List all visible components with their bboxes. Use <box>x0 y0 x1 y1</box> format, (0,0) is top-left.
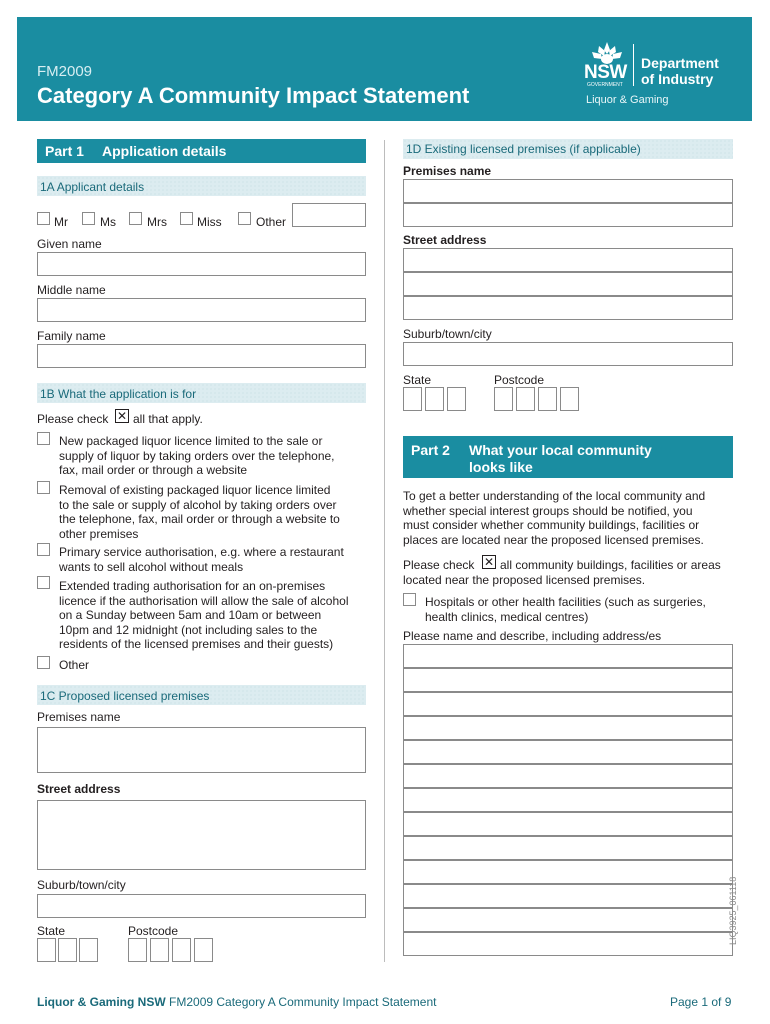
government-logo-text: GOVERNMENT <box>587 82 623 88</box>
option-new-packaged-label: New packaged liquor licence limited to the sale or supply of liquor by taking orders over the telephone, fax, mail order or through a website <box>59 434 335 478</box>
state-label-1c: State <box>37 924 66 938</box>
premises-name-input-1d-line2[interactable] <box>403 203 733 227</box>
state-box-1c[interactable] <box>58 938 77 962</box>
premises-name-input-1c[interactable] <box>37 727 366 773</box>
premises-name-label-1c: Premises name <box>37 710 121 724</box>
describe-input-line[interactable] <box>403 692 733 716</box>
state-box-1d[interactable] <box>447 387 466 411</box>
state-box-1d[interactable] <box>403 387 422 411</box>
option-new-packaged-checkbox[interactable] <box>37 432 50 445</box>
check-instruction-1b: Please check <box>37 412 109 426</box>
ms-checkbox[interactable] <box>82 212 95 225</box>
suburb-input-1d[interactable] <box>403 342 733 366</box>
check-instruction-part2: Please check <box>403 558 475 572</box>
division-name: Liquor & Gaming <box>586 94 669 106</box>
describe-input-line[interactable] <box>403 644 733 668</box>
street-address-input-1d[interactable] <box>403 248 733 272</box>
state-box-1c[interactable] <box>37 938 56 962</box>
middle-name-label: Middle name <box>37 283 106 297</box>
postcode-box-1c[interactable] <box>128 938 147 962</box>
describe-input-line[interactable] <box>403 764 733 788</box>
page-title: Category A Community Impact Statement <box>37 83 470 108</box>
part1-header: Part 1 Application details <box>37 139 366 163</box>
section-1d-header: 1D Existing licensed premises (if applicable) <box>403 139 733 159</box>
check-instruction-part2-suffix: all community buildings, facilities or areas <box>500 558 721 572</box>
suburb-label-1c: Suburb/town/city <box>37 878 126 892</box>
describe-input-line[interactable] <box>403 740 733 764</box>
mrs-label: Mrs <box>147 215 167 229</box>
postcode-box-1d[interactable] <box>494 387 513 411</box>
section-1c-header: 1C Proposed licensed premises <box>37 685 366 705</box>
check-instruction-1b-suffix: all that apply. <box>133 412 203 426</box>
document-code: LIQ3925_061118 <box>728 876 738 945</box>
state-box-1d[interactable] <box>425 387 444 411</box>
describe-input-line[interactable] <box>403 908 733 932</box>
street-address-label-1c: Street address <box>37 782 121 796</box>
miss-label: Miss <box>197 215 222 229</box>
family-name-label: Family name <box>37 329 106 343</box>
department-name: Department of Industry <box>641 55 719 87</box>
postcode-box-1d[interactable] <box>560 387 579 411</box>
describe-input-line[interactable] <box>403 668 733 692</box>
check-example-icon: ✕ <box>116 409 128 423</box>
option-primary-service-checkbox[interactable] <box>37 543 50 556</box>
option-primary-service-label: Primary service authorisation, e.g. where a restaurant wants to sell alcohol without meals <box>59 545 344 574</box>
option-extended-trading-label: Extended trading authorisation for an on-premises licence if the authorisation will allow the sale of alcohol on a Sunday between 5am and 10am or between 10pm and 12 midnight (not including sales to the residents of the licensed premises and their guests) <box>59 579 349 652</box>
describe-input-line[interactable] <box>403 812 733 836</box>
given-name-input[interactable] <box>37 252 366 276</box>
section-1b-header: 1B What the application is for <box>37 383 366 403</box>
form-code: FM2009 <box>37 63 93 80</box>
part2-intro: To get a better understanding of the local community and whether special interest groups should be notified, you must consider whether community buildings, facilities or places are located near the proposed licensed premises. <box>403 489 706 547</box>
postcode-box-1d[interactable] <box>516 387 535 411</box>
state-box-1c[interactable] <box>79 938 98 962</box>
nsw-logo-text: NSW <box>584 62 627 83</box>
option-extended-trading-checkbox[interactable] <box>37 576 50 589</box>
postcode-box-1c[interactable] <box>150 938 169 962</box>
hospitals-checkbox[interactable] <box>403 593 416 606</box>
given-name-label: Given name <box>37 237 102 251</box>
logo-divider <box>633 44 634 86</box>
describe-label: Please name and describe, including address/es <box>403 629 662 643</box>
postcode-box-1c[interactable] <box>194 938 213 962</box>
postcode-box-1c[interactable] <box>172 938 191 962</box>
other-title-checkbox[interactable] <box>238 212 251 225</box>
describe-input-line[interactable] <box>403 860 733 884</box>
check-instruction-part2-line2: located near the proposed licensed premises. <box>403 573 646 587</box>
hospitals-label: Hospitals or other health facilities (such as surgeries, health clinics, medical centres) <box>425 595 706 624</box>
ms-label: Ms <box>100 215 116 229</box>
option-removal-checkbox[interactable] <box>37 481 50 494</box>
footer-document-name: Liquor & Gaming NSW FM2009 Category A Community Impact Statement <box>37 995 437 1009</box>
mr-label: Mr <box>54 215 68 229</box>
mr-checkbox[interactable] <box>37 212 50 225</box>
other-title-label: Other <box>256 215 287 229</box>
check-example-icon: ✕ <box>483 555 495 569</box>
other-title-input[interactable] <box>292 203 366 227</box>
family-name-input[interactable] <box>37 344 366 368</box>
describe-input-line[interactable] <box>403 932 733 956</box>
middle-name-input[interactable] <box>37 298 366 322</box>
option-other-checkbox[interactable] <box>37 656 50 669</box>
mrs-checkbox[interactable] <box>129 212 142 225</box>
option-removal-label: Removal of existing packaged liquor licence limited to the sale or supply of alcohol by taking orders over the telephone, fax, mail order or through a website to other premises <box>59 483 340 541</box>
suburb-input-1c[interactable] <box>37 894 366 918</box>
part2-header: Part 2 What your local community looks like <box>403 436 733 478</box>
street-address-input-1d-line3[interactable] <box>403 296 733 320</box>
suburb-label-1d: Suburb/town/city <box>403 327 492 341</box>
describe-input-line[interactable] <box>403 884 733 908</box>
option-other-label: Other <box>59 658 90 672</box>
describe-input-line[interactable] <box>403 788 733 812</box>
premises-name-label-1d: Premises name <box>403 164 492 178</box>
street-address-label-1d: Street address <box>403 233 487 247</box>
describe-input-line[interactable] <box>403 716 733 740</box>
miss-checkbox[interactable] <box>180 212 193 225</box>
describe-input-line[interactable] <box>403 836 733 860</box>
postcode-label-1c: Postcode <box>128 924 179 938</box>
section-1a-header: 1A Applicant details <box>37 176 366 196</box>
postcode-box-1d[interactable] <box>538 387 557 411</box>
postcode-label-1d: Postcode <box>494 373 545 387</box>
premises-name-input-1d[interactable] <box>403 179 733 203</box>
street-address-input-1d-line2[interactable] <box>403 272 733 296</box>
street-address-input-1c[interactable] <box>37 800 366 870</box>
column-divider <box>384 140 385 962</box>
state-label-1d: State <box>403 373 432 387</box>
page-number: Page 1 of 9 <box>670 995 732 1009</box>
